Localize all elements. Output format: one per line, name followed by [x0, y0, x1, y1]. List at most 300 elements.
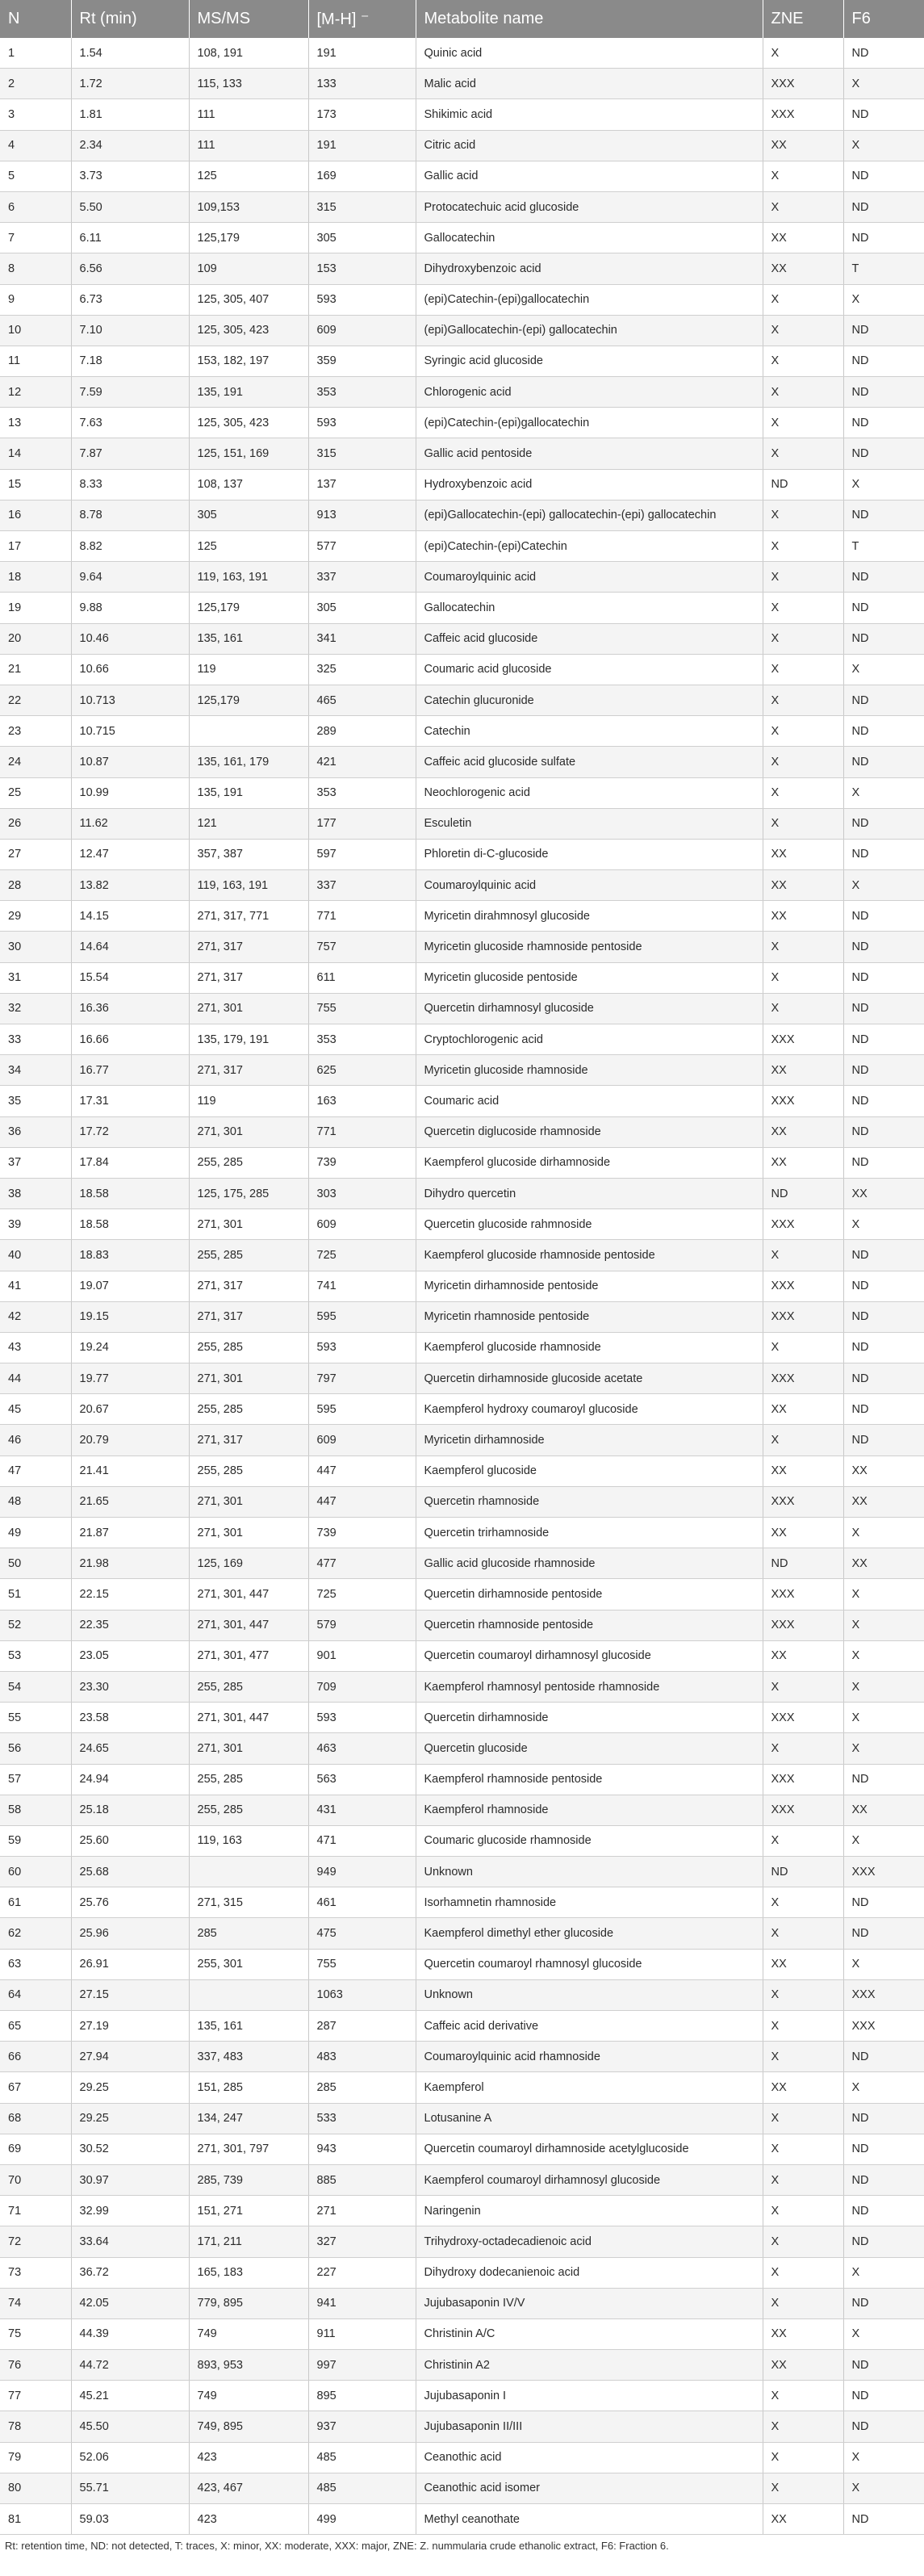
cell-mh: 289 [308, 716, 416, 747]
cell-rt: 42.05 [71, 2288, 189, 2318]
cell-msms: 255, 285 [189, 1456, 308, 1486]
cell-rt: 19.24 [71, 1332, 189, 1363]
cell-metabolite-name: Myricetin rhamnoside pentoside [416, 1301, 763, 1332]
cell-zne: XXX [763, 1086, 843, 1116]
cell-msms: 779, 895 [189, 2288, 308, 2318]
cell-msms: 135, 191 [189, 777, 308, 808]
cell-metabolite-name: Christinin A2 [416, 2350, 763, 2381]
cell-mh: 913 [308, 500, 416, 530]
cell-msms: 125, 169 [189, 1548, 308, 1579]
cell-mh: 611 [308, 962, 416, 993]
cell-zne: X [763, 932, 843, 962]
table-row [0, 408, 924, 438]
cell-mh: 725 [308, 1240, 416, 1271]
cell-msms: 271, 301, 447 [189, 1579, 308, 1610]
cell-zne: X [763, 2473, 843, 2503]
cell-f6: ND [843, 1918, 924, 1949]
table-row [0, 1579, 924, 1610]
cell-rt: 21.41 [71, 1456, 189, 1486]
cell-n: 47 [0, 1456, 71, 1486]
cell-mh: 431 [308, 1795, 416, 1825]
cell-f6: ND [843, 1271, 924, 1301]
cell-n: 65 [0, 2011, 71, 2042]
cell-n: 79 [0, 2442, 71, 2473]
cell-metabolite-name: Hydroxybenzoic acid [416, 469, 763, 500]
cell-f6: ND [843, 2411, 924, 2442]
cell-metabolite-name: Quercetin dirhamnoside [416, 1703, 763, 1733]
cell-f6: X [843, 1640, 924, 1671]
cell-msms: 108, 191 [189, 38, 308, 69]
cell-msms: 423 [189, 2504, 308, 2535]
cell-rt: 19.07 [71, 1271, 189, 1301]
cell-f6: ND [843, 223, 924, 253]
cell-f6: ND [843, 901, 924, 932]
table-body [0, 38, 924, 2535]
cell-metabolite-name: Jujubasaponin I [416, 2381, 763, 2411]
cell-msms: 271, 301 [189, 1733, 308, 1764]
cell-metabolite-name: Caffeic acid glucoside [416, 623, 763, 654]
cell-n: 1 [0, 38, 71, 69]
cell-metabolite-name: Methyl ceanothate [416, 2504, 763, 2535]
cell-rt: 7.10 [71, 315, 189, 346]
cell-mh: 341 [308, 623, 416, 654]
cell-rt: 23.58 [71, 1703, 189, 1733]
cell-metabolite-name: Cryptochlorogenic acid [416, 1024, 763, 1055]
cell-mh: 997 [308, 2350, 416, 2381]
cell-zne: XX [763, 1116, 843, 1147]
cell-zne: XX [763, 253, 843, 284]
cell-rt: 52.06 [71, 2442, 189, 2473]
cell-f6: X [843, 2257, 924, 2288]
cell-mh: 325 [308, 654, 416, 685]
cell-metabolite-name: Kaempferol glucoside dirhamnoside [416, 1147, 763, 1178]
cell-f6: X [843, 870, 924, 901]
cell-msms: 125,179 [189, 685, 308, 715]
cell-msms: 125,179 [189, 593, 308, 623]
cell-zne: X [763, 408, 843, 438]
cell-rt: 14.15 [71, 901, 189, 932]
cell-zne: X [763, 716, 843, 747]
cell-msms: 125, 151, 169 [189, 438, 308, 469]
cell-metabolite-name: Quercetin coumaroyl rhamnosyl glucoside [416, 1949, 763, 1979]
cell-n: 17 [0, 531, 71, 562]
cell-mh: 533 [308, 2103, 416, 2134]
table-row [0, 1456, 924, 1486]
cell-n: 10 [0, 315, 71, 346]
cell-f6: XX [843, 1795, 924, 1825]
cell-msms: 255, 285 [189, 1332, 308, 1363]
cell-rt: 7.87 [71, 438, 189, 469]
cell-n: 38 [0, 1178, 71, 1208]
cell-msms: 271, 317 [189, 1301, 308, 1332]
cell-msms: 255, 301 [189, 1949, 308, 1979]
header-zne: ZNE [763, 0, 843, 38]
cell-msms: 119 [189, 654, 308, 685]
cell-zne: X [763, 623, 843, 654]
cell-f6: ND [843, 1764, 924, 1795]
table-row [0, 69, 924, 99]
cell-metabolite-name: Isorhamnetin rhamnoside [416, 1887, 763, 1918]
cell-metabolite-name: Unknown [416, 1857, 763, 1887]
cell-zne: X [763, 1979, 843, 2010]
cell-n: 78 [0, 2411, 71, 2442]
cell-metabolite-name: Myricetin dirhamnoside [416, 1425, 763, 1456]
cell-mh: 485 [308, 2442, 416, 2473]
table-row [0, 315, 924, 346]
table-row [0, 531, 924, 562]
table-row [0, 962, 924, 993]
cell-zne: XX [763, 223, 843, 253]
cell-metabolite-name: Quercetin coumaroyl dirhamnoside acetylglucoside [416, 2134, 763, 2164]
cell-rt: 55.71 [71, 2473, 189, 2503]
table-row [0, 2442, 924, 2473]
cell-msms: 423 [189, 2442, 308, 2473]
cell-f6: X [843, 2318, 924, 2349]
cell-rt: 7.63 [71, 408, 189, 438]
table-row [0, 562, 924, 593]
cell-f6: ND [843, 377, 924, 408]
cell-metabolite-name: Dihydroxybenzoic acid [416, 253, 763, 284]
table-row [0, 1640, 924, 1671]
table-row [0, 2411, 924, 2442]
cell-f6: ND [843, 315, 924, 346]
table-row [0, 1857, 924, 1887]
cell-mh: 485 [308, 2473, 416, 2503]
cell-metabolite-name: Myricetin glucoside pentoside [416, 962, 763, 993]
cell-metabolite-name: (epi)Catechin-(epi)gallocatechin [416, 284, 763, 315]
cell-msms: 111 [189, 99, 308, 130]
cell-f6: ND [843, 2504, 924, 2535]
cell-rt: 9.88 [71, 593, 189, 623]
cell-mh: 941 [308, 2288, 416, 2318]
cell-f6: ND [843, 1887, 924, 1918]
cell-zne: X [763, 346, 843, 376]
cell-rt: 11.62 [71, 808, 189, 839]
cell-n: 7 [0, 223, 71, 253]
cell-msms: 165, 183 [189, 2257, 308, 2288]
cell-n: 24 [0, 747, 71, 777]
cell-n: 69 [0, 2134, 71, 2164]
table-row [0, 2504, 924, 2535]
cell-f6: X [843, 777, 924, 808]
cell-f6: ND [843, 99, 924, 130]
cell-mh: 595 [308, 1301, 416, 1332]
cell-n: 34 [0, 1055, 71, 1086]
cell-metabolite-name: Myricetin dirhamnoside pentoside [416, 1271, 763, 1301]
cell-zne: XX [763, 2504, 843, 2535]
cell-msms: 749 [189, 2381, 308, 2411]
cell-f6: ND [843, 2042, 924, 2072]
cell-msms: 271, 315 [189, 1887, 308, 1918]
cell-rt: 21.65 [71, 1486, 189, 1517]
cell-zne: X [763, 962, 843, 993]
cell-rt: 9.64 [71, 562, 189, 593]
cell-metabolite-name: Myricetin glucoside rhamnoside [416, 1055, 763, 1086]
cell-n: 30 [0, 932, 71, 962]
cell-rt: 27.15 [71, 1979, 189, 2010]
cell-f6: T [843, 531, 924, 562]
cell-rt: 15.54 [71, 962, 189, 993]
cell-f6: ND [843, 839, 924, 869]
cell-msms: 255, 285 [189, 1240, 308, 1271]
cell-zne: X [763, 438, 843, 469]
cell-f6: ND [843, 993, 924, 1024]
cell-mh: 227 [308, 2257, 416, 2288]
cell-n: 21 [0, 654, 71, 685]
cell-f6: ND [843, 1240, 924, 1271]
cell-mh: 901 [308, 1640, 416, 1671]
cell-zne: X [763, 1332, 843, 1363]
cell-f6: ND [843, 2164, 924, 2195]
cell-metabolite-name: Quercetin diglucoside rhamnoside [416, 1116, 763, 1147]
cell-rt: 45.50 [71, 2411, 189, 2442]
cell-mh: 475 [308, 1918, 416, 1949]
table-row [0, 839, 924, 869]
cell-metabolite-name: (epi)Gallocatechin-(epi) gallocatechin-(epi) gallocatechin [416, 500, 763, 530]
cell-zne: X [763, 685, 843, 715]
cell-n: 76 [0, 2350, 71, 2381]
cell-mh: 563 [308, 1764, 416, 1795]
cell-zne: X [763, 1825, 843, 1856]
cell-metabolite-name: Kaempferol rhamnosyl pentoside rhamnoside [416, 1671, 763, 1702]
cell-zne: XXX [763, 1209, 843, 1240]
cell-n: 67 [0, 2072, 71, 2103]
cell-rt: 16.66 [71, 1024, 189, 1055]
cell-mh: 755 [308, 993, 416, 1024]
cell-n: 48 [0, 1486, 71, 1517]
cell-rt: 44.39 [71, 2318, 189, 2349]
cell-metabolite-name: (epi)Gallocatechin-(epi) gallocatechin [416, 315, 763, 346]
cell-zne: X [763, 654, 843, 685]
table-row [0, 870, 924, 901]
cell-mh: 191 [308, 38, 416, 69]
cell-metabolite-name: Ceanothic acid [416, 2442, 763, 2473]
cell-f6: ND [843, 2134, 924, 2164]
cell-metabolite-name: Kaempferol glucoside [416, 1456, 763, 1486]
table-row [0, 777, 924, 808]
cell-zne: X [763, 2042, 843, 2072]
cell-n: 8 [0, 253, 71, 284]
cell-msms: 119, 163 [189, 1825, 308, 1856]
cell-msms: 135, 161 [189, 623, 308, 654]
cell-msms: 119, 163, 191 [189, 562, 308, 593]
cell-msms: 271, 301 [189, 1209, 308, 1240]
cell-metabolite-name: (epi)Catechin-(epi)Catechin [416, 531, 763, 562]
cell-zne: X [763, 2442, 843, 2473]
cell-mh: 595 [308, 1394, 416, 1425]
cell-zne: XXX [763, 1271, 843, 1301]
cell-rt: 17.84 [71, 1147, 189, 1178]
cell-msms: 271, 317 [189, 1055, 308, 1086]
cell-n: 6 [0, 191, 71, 222]
cell-msms: 337, 483 [189, 2042, 308, 2072]
cell-metabolite-name: Kaempferol dimethyl ether glucoside [416, 1918, 763, 1949]
cell-n: 71 [0, 2196, 71, 2226]
cell-metabolite-name: Dihydroxy dodecanienoic acid [416, 2257, 763, 2288]
cell-rt: 8.78 [71, 500, 189, 530]
cell-f6: ND [843, 1055, 924, 1086]
table-row [0, 2042, 924, 2072]
cell-msms: 135, 179, 191 [189, 1024, 308, 1055]
cell-msms: 255, 285 [189, 1764, 308, 1795]
cell-metabolite-name: Protocatechuic acid glucoside [416, 191, 763, 222]
cell-msms: 255, 285 [189, 1795, 308, 1825]
cell-n: 4 [0, 130, 71, 161]
cell-mh: 191 [308, 130, 416, 161]
cell-mh: 163 [308, 1086, 416, 1116]
cell-f6: X [843, 130, 924, 161]
cell-rt: 45.21 [71, 2381, 189, 2411]
table-row [0, 130, 924, 161]
table-row [0, 2196, 924, 2226]
table-row [0, 1764, 924, 1795]
cell-metabolite-name: Unknown [416, 1979, 763, 2010]
cell-zne: XXX [763, 1795, 843, 1825]
cell-mh: 911 [308, 2318, 416, 2349]
cell-metabolite-name: Phloretin di-C-glucoside [416, 839, 763, 869]
cell-metabolite-name: Ceanothic acid isomer [416, 2473, 763, 2503]
cell-n: 60 [0, 1857, 71, 1887]
cell-msms: 285 [189, 1918, 308, 1949]
cell-rt: 20.79 [71, 1425, 189, 1456]
cell-mh: 447 [308, 1456, 416, 1486]
cell-zne: X [763, 1425, 843, 1456]
cell-zne: X [763, 777, 843, 808]
table-row [0, 2288, 924, 2318]
cell-metabolite-name: Catechin [416, 716, 763, 747]
cell-metabolite-name: Gallic acid [416, 161, 763, 191]
cell-n: 57 [0, 1764, 71, 1795]
cell-rt: 6.73 [71, 284, 189, 315]
header-rt: Rt (min) [71, 0, 189, 38]
cell-n: 52 [0, 1610, 71, 1640]
cell-f6: ND [843, 593, 924, 623]
cell-f6: ND [843, 2103, 924, 2134]
cell-rt: 23.05 [71, 1640, 189, 1671]
cell-msms: 125 [189, 161, 308, 191]
cell-metabolite-name: Coumaroylquinic acid [416, 870, 763, 901]
cell-msms [189, 1979, 308, 2010]
cell-n: 15 [0, 469, 71, 500]
cell-rt: 21.87 [71, 1518, 189, 1548]
cell-metabolite-name: Coumaroylquinic acid rhamnoside [416, 2042, 763, 2072]
cell-n: 44 [0, 1363, 71, 1394]
cell-mh: 465 [308, 685, 416, 715]
cell-f6: ND [843, 2381, 924, 2411]
cell-metabolite-name: Coumaric acid [416, 1086, 763, 1116]
cell-n: 74 [0, 2288, 71, 2318]
table-row [0, 932, 924, 962]
cell-n: 66 [0, 2042, 71, 2072]
cell-msms: 271, 317, 771 [189, 901, 308, 932]
cell-zne: XX [763, 1394, 843, 1425]
cell-f6: X [843, 2442, 924, 2473]
cell-zne: X [763, 284, 843, 315]
cell-zne: X [763, 2226, 843, 2257]
cell-msms: 125, 305, 407 [189, 284, 308, 315]
cell-msms: 151, 285 [189, 2072, 308, 2103]
cell-mh: 327 [308, 2226, 416, 2257]
cell-n: 37 [0, 1147, 71, 1178]
cell-metabolite-name: Coumaroylquinic acid [416, 562, 763, 593]
cell-zne: XXX [763, 1579, 843, 1610]
cell-mh: 885 [308, 2164, 416, 2195]
cell-metabolite-name: Neochlorogenic acid [416, 777, 763, 808]
cell-n: 64 [0, 1979, 71, 2010]
table-header-row [0, 0, 924, 38]
cell-f6: ND [843, 1116, 924, 1147]
table-row [0, 1825, 924, 1856]
cell-rt: 33.64 [71, 2226, 189, 2257]
cell-n: 40 [0, 1240, 71, 1271]
header-mh: [M-H] ⁻ [308, 0, 416, 38]
cell-rt: 16.36 [71, 993, 189, 1024]
cell-mh: 315 [308, 191, 416, 222]
cell-zne: X [763, 191, 843, 222]
cell-rt: 18.83 [71, 1240, 189, 1271]
cell-n: 27 [0, 839, 71, 869]
cell-rt: 24.94 [71, 1764, 189, 1795]
cell-rt: 10.46 [71, 623, 189, 654]
table-row [0, 1209, 924, 1240]
cell-n: 2 [0, 69, 71, 99]
table-row [0, 2350, 924, 2381]
cell-rt: 3.73 [71, 161, 189, 191]
cell-zne: X [763, 500, 843, 530]
cell-metabolite-name: Coumaric acid glucoside [416, 654, 763, 685]
cell-n: 35 [0, 1086, 71, 1116]
cell-zne: XX [763, 2318, 843, 2349]
cell-rt: 20.67 [71, 1394, 189, 1425]
cell-zne: XX [763, 901, 843, 932]
cell-metabolite-name: Kaempferol rhamnoside pentoside [416, 1764, 763, 1795]
cell-metabolite-name: Jujubasaponin II/III [416, 2411, 763, 2442]
cell-rt: 26.91 [71, 1949, 189, 1979]
cell-zne: X [763, 1733, 843, 1764]
cell-metabolite-name: Quercetin trirhamnoside [416, 1518, 763, 1548]
cell-metabolite-name: Kaempferol glucoside rhamnoside [416, 1332, 763, 1363]
cell-msms: 135, 161, 179 [189, 747, 308, 777]
cell-mh: 755 [308, 1949, 416, 1979]
cell-msms: 108, 137 [189, 469, 308, 500]
cell-rt: 6.11 [71, 223, 189, 253]
cell-zne: X [763, 315, 843, 346]
table-row [0, 1332, 924, 1363]
cell-f6: XXX [843, 2011, 924, 2042]
cell-rt: 8.82 [71, 531, 189, 562]
cell-mh: 609 [308, 315, 416, 346]
cell-msms: 109 [189, 253, 308, 284]
cell-zne: ND [763, 1178, 843, 1208]
cell-mh: 483 [308, 2042, 416, 2072]
cell-metabolite-name: Kaempferol rhamnoside [416, 1795, 763, 1825]
cell-n: 29 [0, 901, 71, 932]
cell-metabolite-name: Trihydroxy-octadecadienoic acid [416, 2226, 763, 2257]
cell-f6: ND [843, 1086, 924, 1116]
table-row [0, 993, 924, 1024]
cell-n: 70 [0, 2164, 71, 2195]
cell-metabolite-name: Myricetin dirahmnosyl glucoside [416, 901, 763, 932]
cell-rt: 29.25 [71, 2072, 189, 2103]
cell-msms: 305 [189, 500, 308, 530]
cell-rt: 25.60 [71, 1825, 189, 1856]
cell-zne: XX [763, 1055, 843, 1086]
table-row [0, 808, 924, 839]
cell-mh: 943 [308, 2134, 416, 2164]
cell-mh: 173 [308, 99, 416, 130]
cell-rt: 13.82 [71, 870, 189, 901]
cell-mh: 593 [308, 408, 416, 438]
